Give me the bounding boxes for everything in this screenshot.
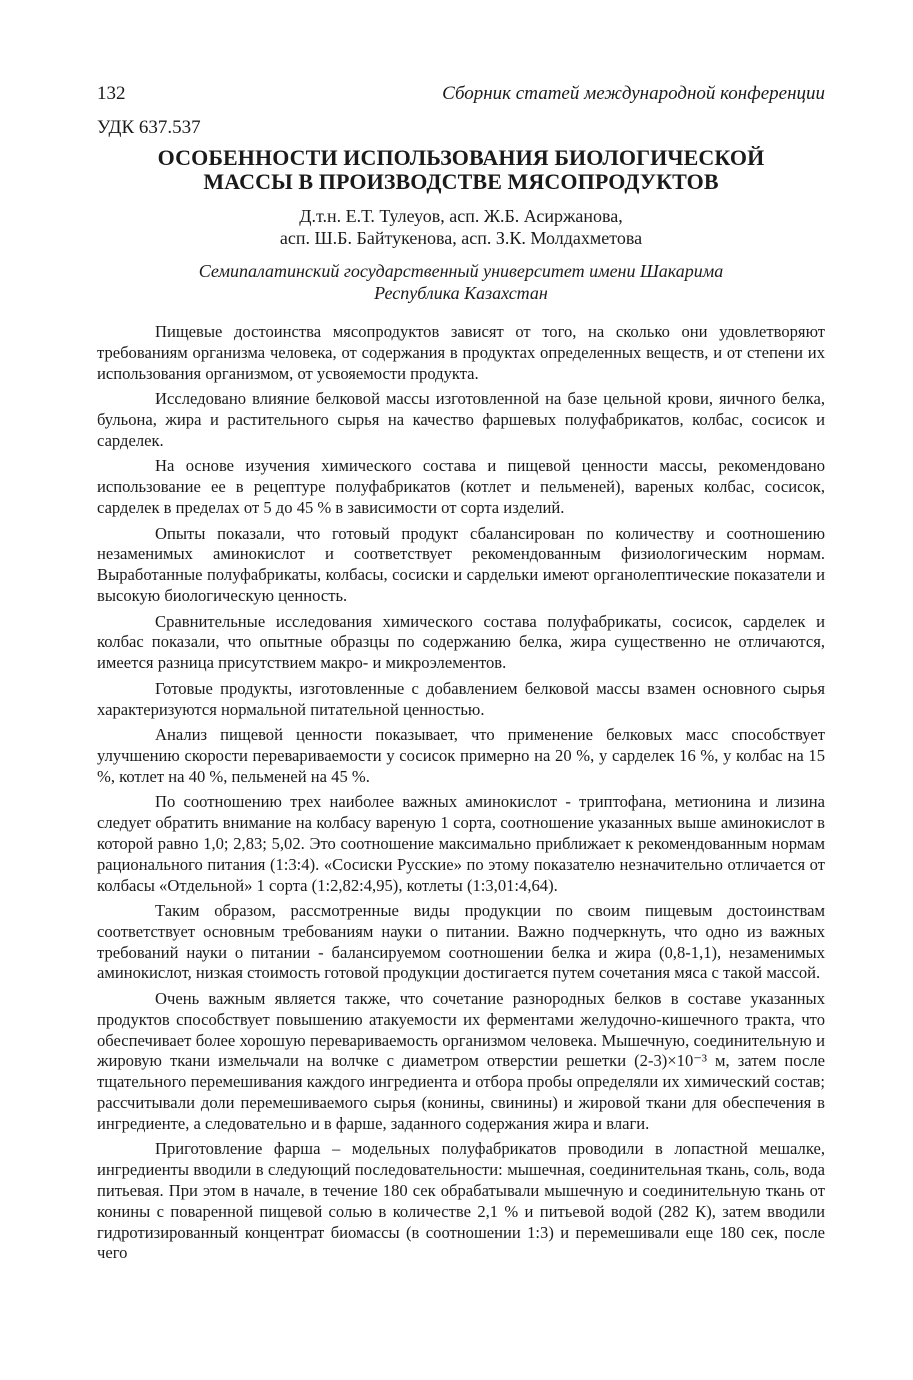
paragraph: Пищевые достоинства мясопродуктов зависят от того, на сколько они удовлетворяют требованиям организма человека, от содержания в продуктах определенных веществ, и от степени их использования организмом, от усвояемости продукта.: [97, 322, 825, 383]
article-title: [97, 146, 825, 194]
paragraph: По соотношению трех наиболее важных аминокислот - триптофана, метионина и лизина следует обратить внимание на колбасу вареную 1 сорта, соотношение указанных выше аминокислот в которой равно 1,0; 2,83; 5,02. Это соотношение максимально приближает к рекомендованным нормам рационального питания (1:3:4). «Сосиски Русские» по этому показателю незначительно отличается от колбасы «Отдельной» 1 сорта (1:2,82:4,95), котлеты (1:3,01:4,64).: [97, 792, 825, 895]
title-line: МАССЫ В ПРОИЗВОДСТВЕ МЯСОПРОДУКТОВ: [203, 169, 719, 194]
paragraph: Анализ пищевой ценности показывает, что применение белковых масс способствует улучшению скорости перевариваемости у сосисок примерно на 20 %, у сарделек 16 %, у колбас на 15 %, котлет на 40 %, пельменей на 45 %.: [97, 725, 825, 786]
affiliation-line: Семипалатинский государственный университет имени Шакарима: [198, 261, 724, 281]
paragraph: Приготовление фарша – модельных полуфабрикатов проводили в лопастной мешалке, ингредиенты вводили в следующий последовательности: мышечная, соединительная ткань, соль, вода питьевая. При этом в начале, в течение 180 сек обрабатывали мышечную и соединительную ткань от конины с поваренной пищевой солью в количестве 2,1 % и питьевой водой (282 К), затем вводили гидротизированный концентрат биомассы (в соотношении 1:3) и перемешивали еще 180 сек, после чего: [97, 1139, 825, 1263]
udk-code: УДК 637.537: [97, 117, 201, 138]
paragraph: Сравнительные исследования химического состава полуфабрикаты, сосисок, сарделек и колбас показали, что опытные образцы по содержанию белка, жира существенно не отличаются, имеется разница присутствием макро- и микроэлементов.: [97, 611, 825, 673]
paragraph: Исследовано влияние белковой массы изготовленной на базе цельной крови, яичного белка, бульона, жира и растительного сырья на качество фаршевых полуфабрикатов, колбас, сосисок и сарделек.: [97, 389, 825, 450]
authors-line: Д.т.н. Е.Т. Тулеуов, асп. Ж.Б. Асиржанова,: [299, 206, 623, 226]
authors-line: асп. Ш.Б. Байтукенова, асп. З.К. Молдахметова: [279, 228, 643, 248]
title-line: ОСОБЕННОСТИ ИСПОЛЬЗОВАНИЯ БИОЛОГИЧЕСКОЙ: [157, 145, 765, 170]
paragraph: Таким образом, рассмотренные виды продукции по своим пищевым достоинствам соответствует основным требованиям науки о питании. Важно подчеркнуть, что одно из важных требований науки о питании - балансируемом соотношении белка и жира (0,8-1,1), незаменимых аминокислот, низкая стоимость готовой продукции достигается путем сочетания мяса с такой массой.: [97, 901, 825, 983]
page: [97, 82, 825, 1269]
affiliation: [97, 260, 825, 304]
paragraph: Готовые продукты, изготовленные с добавлением белковой массы взамен основного сырья характеризуются нормальной питательной ценностью.: [97, 678, 825, 719]
paragraph: На основе изучения химического состава и пищевой ценности массы, рекомендовано использование ее в рецептуре полуфабрикатов (котлет и пельменей), вареных колбас, сосисок, сарделек в пределах от 5 до 45 % в зависимости от сорта изделий.: [97, 456, 825, 517]
affiliation-line: Республика Казахстан: [374, 283, 548, 303]
page-number: 132: [97, 83, 126, 104]
paragraph: Очень важным является также, что сочетание разнородных белков в составе указанных продуктов способствует повышению атакуемости их ферментами желудочно-кишечного тракта, что обеспечивает более хорошую перевариваемость организмом человека. Мышечную, соединительную и жировую ткани измельчали на волчке с диаметром отверстии решетки (2-3)×10⁻³ м, затем после тщательного перемешивания каждого ингредиента и отбора пробы определяли их химический состав; рассчитывали доли перемешиваемого сырья (конины, свинины) и жировой ткани для обеспечения в ингредиенте, а следовательно и в фарше, заданного содержания жира и влаги.: [97, 989, 825, 1133]
article-body: [97, 322, 825, 1264]
authors: [97, 205, 825, 249]
paragraph: Опыты показали, что готовый продукт сбалансирован по количеству и соотношению незаменимых аминокислот и соответствует рекомендованным физиологическим нормам. Выработанные полуфабрикаты, колбасы, сосиски и сардельки имеют органолептические показатели и высокую биологическую ценность.: [97, 523, 825, 605]
running-head: [97, 82, 825, 108]
journal-title: Сборник статей международной конференции: [442, 83, 825, 104]
